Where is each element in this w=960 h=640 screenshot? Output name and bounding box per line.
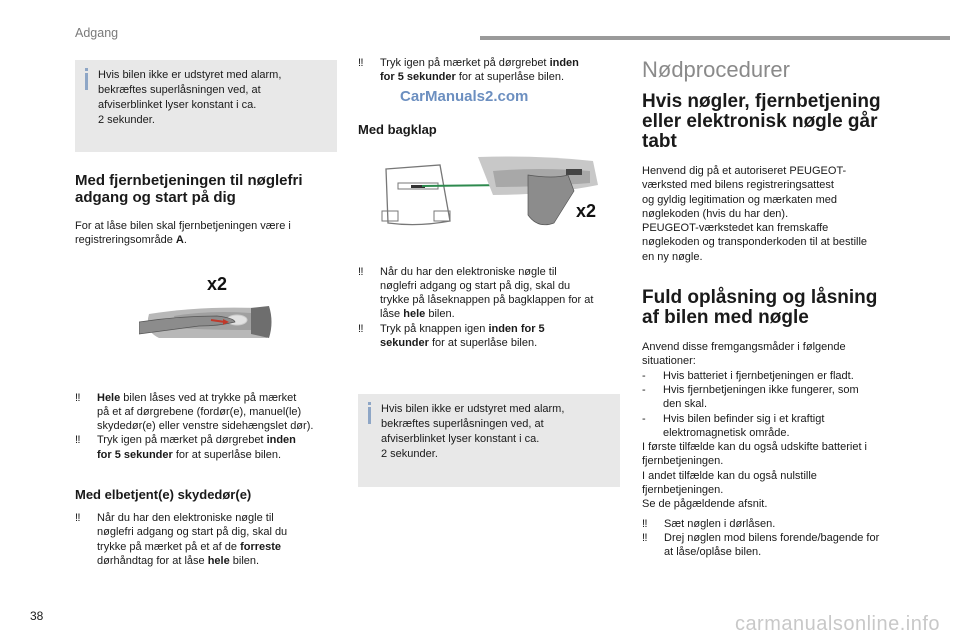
- column-2: [358, 56, 620, 487]
- bullet-item: ‼ Tryk igen på mærket på dørgrebet inden for 5 sekunder for at superlåse bilen.: [358, 57, 579, 84]
- column-1: [75, 60, 337, 568]
- page-number: 38: [30, 609, 44, 623]
- note-line: bekræftes superlåsningen ved, at: [98, 84, 261, 96]
- info-icon: [368, 402, 371, 424]
- bullet-marker-icon: ‼: [75, 434, 81, 447]
- tailgate-illustration: [378, 155, 603, 235]
- paragraph: I første tilfælde kan du også udskifte batteriet i fjernbetjeningen. I andet tilfælde kan du også nulstille fjernbetjeningen. Se de pågældende afsnit.: [642, 441, 868, 511]
- section-header: Adgang: [75, 26, 119, 40]
- dash-item: - Hvis fjernbetjeningen ikke fungerer, som den skal.: [642, 383, 859, 411]
- bullet-marker-icon: ‼: [358, 57, 364, 69]
- section-heading-key-locking: Fuld oplåsning og låsning af bilen med nøgle: [642, 287, 878, 329]
- note-line: Hvis bilen ikke er udstyret med alarm,: [98, 69, 282, 81]
- bullet-item: ‼ Når du har den elektroniske nøgle til nøglefri adgang og start på dig, skal du trykke på mærket på et af de forreste dørhåndtag for at låse hele bilen.: [75, 512, 288, 567]
- paragraph: Henvend dig på et autoriseret PEUGEOT- værksted med bilens registreringsattest og gyldig legitimation og mærkaten med nøglekoden (hvis du har den). PEUGEOT-værkstedet kan fremskaffe nøglekoden og transponderkoden til at bestille en ny nøgle.: [642, 165, 868, 263]
- bullet-item: ‼ Sæt nøglen i dørlåsen.: [642, 517, 776, 530]
- watermark: CarManuals2.com: [400, 88, 529, 105]
- repeat-label: x2: [576, 200, 597, 221]
- hand-on-handle-icon: [139, 286, 274, 351]
- page-title: Nødprocedurer: [642, 57, 790, 82]
- column-3: [642, 57, 917, 560]
- bullet-marker-icon: ‼: [75, 512, 81, 525]
- bullet-item: ‼ Hele bilen låses ved at trykke på mærket på et af dørgrebene (fordør(e), manuel(le) skydedør(e) eller venstre sidehængslet dør).: [75, 391, 314, 433]
- bullet-marker-icon: ‼: [75, 391, 81, 404]
- paragraph: Anvend disse fremgangsmåder i følgende situationer:: [642, 341, 846, 368]
- bullet-marker-icon: ‼: [358, 265, 364, 278]
- section-heading-lost-keys: Hvis nøgler, fjernbetjening eller elektronisk nøgle går tabt: [642, 91, 881, 152]
- note-line: 2 sekunder.: [98, 114, 155, 126]
- repeat-label: x2: [207, 273, 228, 294]
- bullet-item: ‼ Når du har den elektroniske nøgle til nøglefri adgang og start på dig, skal du trykke på låseknappen på bagklappen for at låse hele bilen.: [358, 265, 594, 321]
- info-note: Hvis bilen ikke er udstyret med alarm, bekræftes superlåsningen ved, at afviserblinket lyser konstant i ca. 2 sekunder.: [358, 394, 620, 487]
- info-note: [75, 60, 337, 152]
- bullet-item: ‼ Tryk igen på mærket på dørgrebet inden for 5 sekunder for at superlåse bilen.: [75, 434, 296, 461]
- intro-paragraph: For at låse bilen skal fjernbetjeningen være i registreringsområde A.: [75, 220, 291, 247]
- dash-item: - Hvis batteriet i fjernbetjeningen er fladt.: [642, 369, 854, 382]
- note-line: afviserblinket lyser konstant i ca.: [98, 99, 257, 111]
- bullet-marker-icon: ‼: [358, 322, 364, 335]
- dash-item: - Hvis bilen befinder sig i et kraftigt elektromagnetisk område.: [642, 412, 825, 439]
- bullet-marker-icon: ‼: [642, 517, 648, 530]
- header-bar: [480, 36, 950, 40]
- bullet-item: ‼ Drej nøglen mod bilens forende/bagende for at låse/oplåse bilen.: [642, 531, 880, 559]
- info-icon: [85, 68, 88, 90]
- section-heading-tailgate: Med bagklap: [358, 121, 437, 137]
- section-heading-sliding-door: Med elbetjent(e) skydedør(e): [75, 487, 252, 503]
- bullet-marker-icon: ‼: [642, 531, 648, 544]
- section-heading-remote: Med fjernbetjeningen til nøglefri adgang og start på dig: [75, 172, 303, 206]
- footer-watermark: carmanualsonline.info: [734, 613, 940, 635]
- bullet-item: ‼ Tryk på knappen igen inden for 5 sekunder for at superlåse bilen.: [358, 322, 545, 350]
- tailgate-button-icon: [378, 155, 603, 235]
- door-handle-illustration: [139, 273, 274, 351]
